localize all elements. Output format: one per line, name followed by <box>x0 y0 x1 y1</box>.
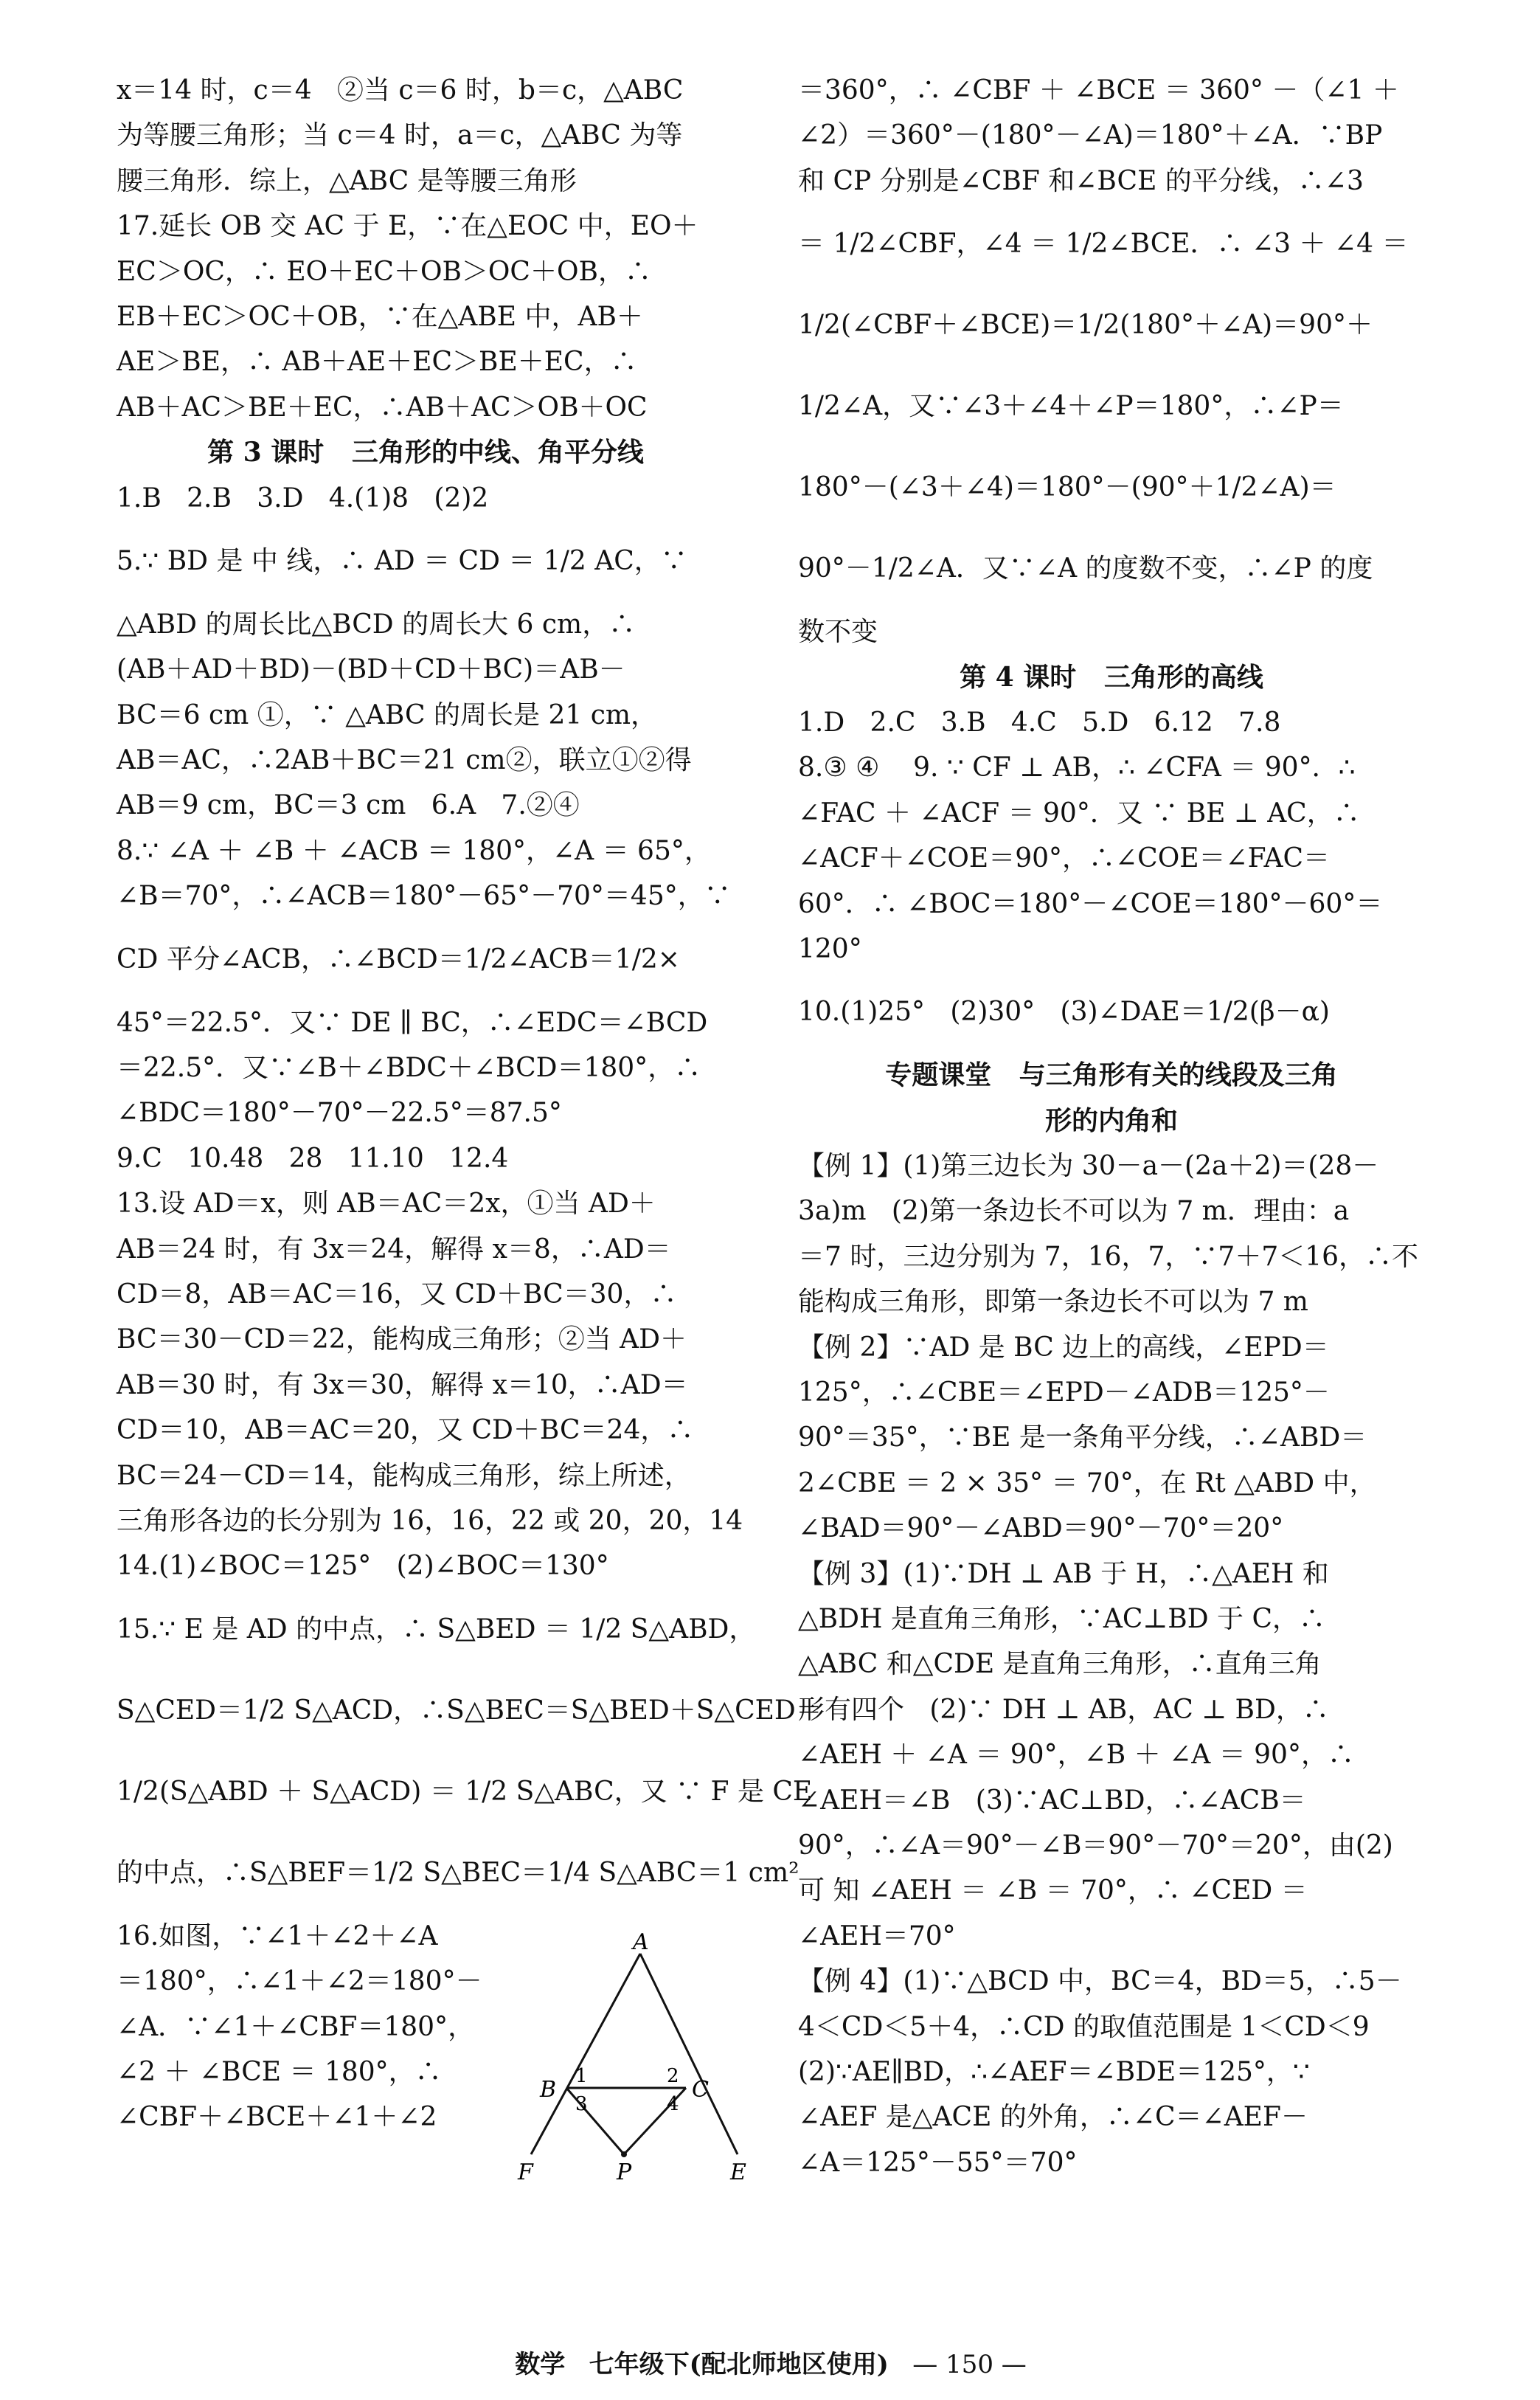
text-line: 60°．∴ ∠BOC＝180°－∠COE＝180°－60°＝ <box>798 888 1383 919</box>
text-line: 4＜CD＜5＋4，∴CD 的取值范围是 1＜CD＜9 <box>798 2011 1370 2042</box>
label-c: C <box>692 2077 709 2103</box>
text-line: 为等腰三角形；当 c＝4 时，a＝c，△ABC 为等 <box>117 120 683 151</box>
text-line: 90°，∴∠A＝90°－∠B＝90°－70°＝20°，由(2) <box>798 1830 1393 1861</box>
text-line: ∠BDC＝180°－70°－22.5°＝87.5° <box>117 1098 562 1129</box>
label-p: P <box>617 2159 632 2184</box>
text-line: 能构成三角形，即第一条边长不可以为 7 m <box>798 1287 1308 1318</box>
text-line: 1/2∠A，又∵∠3＋∠4＋∠P＝180°，∴∠P＝ <box>798 391 1344 422</box>
footer-subject: 数学 <box>515 2350 566 2379</box>
text-line: 13.设 AD＝x，则 AB＝AC＝2x，①当 AD＋ <box>117 1189 656 1220</box>
text-line: AB＝9 cm，BC＝3 cm 6.A 7.②④ <box>117 790 580 821</box>
text-line: 8.∵ ∠A ＋ ∠B ＋ ∠ACB ＝ 180°，∠A ＝ 65°， <box>117 835 711 866</box>
text-line: BC＝24－CD＝14，能构成三角形，综上所述， <box>117 1460 691 1491</box>
text-line: EC＞OC，∴ EO＋EC＋OB＞OC＋OB，∴ <box>117 256 651 287</box>
label-f: F <box>518 2159 533 2184</box>
text-line: △BDH 是直角三角形，∵AC⊥BD 于 C，∴ <box>798 1603 1325 1634</box>
right-column <box>798 68 1425 2185</box>
text-line: 【例 4】(1)∵△BCD 中，BC＝4，BD＝5，∴5－ <box>798 1966 1402 1997</box>
text-line: 5.∵ BD 是 中 线，∴ AD ＝ CD ＝ 1/2 AC，∵ <box>117 545 687 576</box>
text-line: AB＝30 时，有 3x＝30，解得 x＝10，∴AD＝ <box>117 1369 688 1400</box>
text-line: 17.延长 OB 交 AC 于 E，∵在△EOC 中，EO＋ <box>117 211 698 242</box>
text-line: ∠AEF 是△ACE 的外角，∴∠C＝∠AEF－ <box>798 2102 1308 2133</box>
text-line: △ABC 和△CDE 是直角三角形，∴直角三角 <box>798 1649 1322 1680</box>
text-line: 和 CP 分别是∠CBF 和∠BCE 的平分线，∴∠3 <box>798 165 1364 196</box>
angle-label-3: 3 <box>575 2093 588 2115</box>
page-number: — 150 — <box>912 2350 1027 2379</box>
text-line: 的中点，∴S△BEF＝1/2 S△BEC＝1/4 S△ABC＝1 cm² <box>117 1857 800 1888</box>
text-line: x＝14 时，c＝4 ②当 c＝6 时，b＝c，△ABC <box>117 75 684 106</box>
text-line: ＝7 时，三边分别为 7，16，7，∵7＋7＜16，∴不 <box>798 1241 1419 1272</box>
text-line: ∠A＝125°－55°＝70° <box>798 2147 1078 2178</box>
text-line: ＝ 1/2∠CBF，∠4 ＝ 1/2∠BCE．∴ ∠3 ＋ ∠4 ＝ <box>798 229 1409 260</box>
text-line: ∠BAD＝90°－∠ABD＝90°－70°＝20° <box>798 1513 1284 1544</box>
triangle-figure <box>516 1933 752 2184</box>
text-line: 数不变 <box>798 617 878 648</box>
text-line: 8.③ ④ 9. ∵ CF ⊥ AB，∴ ∠CFA ＝ 90°．∴ <box>798 753 1356 784</box>
label-e: E <box>730 2159 746 2184</box>
text-line: 腰三角形．综上，△ABC 是等腰三角形 <box>117 165 577 196</box>
text-line: 1/2(S△ABD ＋ S△ACD) ＝ 1/2 S△ABC，又 ∵ F 是 CE <box>117 1776 813 1807</box>
text-line: 90°－1/2∠A．又∵∠A 的度数不变，∴∠P 的度 <box>798 553 1373 584</box>
text-line: 3a)m (2)第一条边长不可以为 7 m．理由：a <box>798 1196 1350 1227</box>
text-line: 专题课堂 与三角形有关的线段及三角 <box>885 1059 1338 1091</box>
text-line: AE＞BE，∴ AB＋AE＋EC＞BE＋EC，∴ <box>117 347 637 378</box>
text-line: AB＝AC，∴2AB＋BC＝21 cm②，联立①②得 <box>117 745 692 776</box>
text-line: 第 3 课时 三角形的中线、角平分线 <box>207 437 644 468</box>
page-footer <box>117 2350 1425 2379</box>
text-line: ＝22.5°．又∵∠B＋∠BDC＋∠BCD＝180°，∴ <box>117 1053 701 1084</box>
text-line: CD＝8，AB＝AC＝16，又 CD＋BC＝30，∴ <box>117 1279 677 1310</box>
angle-label-4: 4 <box>667 2093 679 2115</box>
text-line: △ABD 的周长比△BCD 的周长大 6 cm，∴ <box>117 609 636 640</box>
text-line: 2∠CBE ＝ 2 × 35° ＝ 70°，在 Rt △ABD 中， <box>798 1467 1376 1498</box>
text-line: 1.B 2.B 3.D 4.(1)8 (2)2 <box>117 483 489 513</box>
line-af <box>531 1954 640 2154</box>
text-line: 16.如图，∵∠1＋∠2＋∠A <box>117 1920 438 1951</box>
text-line: 125°，∴∠CBE＝∠EPD－∠ADB＝125°－ <box>798 1377 1330 1408</box>
label-b: B <box>540 2077 557 2103</box>
text-line: 【例 1】(1)第三边长为 30－a－(2a＋2)＝(28－ <box>798 1151 1379 1182</box>
angle-label-1: 1 <box>575 2065 588 2087</box>
text-line: ∠FAC ＋ ∠ACF ＝ 90°．又 ∵ BE ⊥ AC，∴ <box>798 798 1360 829</box>
text-line: AB＝24 时，有 3x＝24，解得 x＝8，∴AD＝ <box>117 1234 671 1265</box>
text-line: 10.(1)25° (2)30° (3)∠DAE＝1/2(β－α) <box>798 997 1330 1028</box>
label-a: A <box>633 1933 649 1955</box>
point-p <box>621 2151 627 2157</box>
text-line: 45°＝22.5°．又∵ DE ∥ BC，∴∠EDC＝∠BCD <box>117 1007 708 1038</box>
footer-grade: 七年级下(配北师地区使用) <box>589 2350 889 2379</box>
text-line: ∠AEH ＋ ∠A ＝ 90°，∠B ＋ ∠A ＝ 90°，∴ <box>798 1740 1354 1771</box>
text-line: BC＝30－CD＝22，能构成三角形；②当 AD＋ <box>117 1324 687 1355</box>
text-line: 180°－(∠3＋∠4)＝180°－(90°＋1/2∠A)＝ <box>798 472 1336 503</box>
text-line: ∠B＝70°，∴∠ACB＝180°－65°－70°＝45°，∵ <box>117 881 731 912</box>
text-line: (AB＋AD＋BD)－(BD＋CD＋BC)＝AB－ <box>117 654 625 685</box>
text-line: 【例 3】(1)∵DH ⊥ AB 于 H，∴△AEH 和 <box>798 1558 1329 1589</box>
text-line: 1/2(∠CBF＋∠BCE)＝1/2(180°＋∠A)＝90°＋ <box>798 310 1373 341</box>
text-line: ∠2 ＋ ∠BCE ＝ 180°，∴ <box>117 2056 442 2087</box>
text-line: 形的内角和 <box>1044 1104 1178 1136</box>
left-column <box>117 68 822 2140</box>
text-line: (2)∵AE∥BD，∴∠AEF＝∠BDE＝125°，∵ <box>798 2056 1310 2087</box>
text-line: CD 平分∠ACB，∴∠BCD＝1/2∠ACB＝1/2× <box>117 944 680 975</box>
text-line: ∠AEH＝∠B (3)∵AC⊥BD，∴∠ACB＝ <box>798 1785 1306 1816</box>
text-line: 14.(1)∠BOC＝125° (2)∠BOC＝130° <box>117 1551 609 1582</box>
text-line: 120° <box>798 933 862 964</box>
text-line: ＝360°，∴ ∠CBF ＋ ∠BCE ＝ 360° －（∠1 ＋ <box>798 75 1399 106</box>
text-line: 可 知 ∠AEH ＝ ∠B ＝ 70°，∴ ∠CED ＝ <box>798 1875 1308 1906</box>
text-line: 90°＝35°，∵BE 是一条角平分线，∴∠ABD＝ <box>798 1422 1367 1453</box>
text-line: BC＝6 cm ①，∵ △ABC 的周长是 21 cm， <box>117 699 657 730</box>
text-line: 【例 2】∵AD 是 BC 边上的高线，∠EPD＝ <box>798 1332 1329 1363</box>
text-line: 三角形各边的长分别为 16，16，22 或 20，20，14 <box>117 1505 743 1536</box>
text-line: 第 4 课时 三角形的高线 <box>960 661 1263 693</box>
text-line: CD＝10，AB＝AC＝20，又 CD＋BC＝24，∴ <box>117 1415 694 1446</box>
text-line: ∠ACF＋∠COE＝90°，∴∠COE＝∠FAC＝ <box>798 843 1331 874</box>
text-line: ∠2）＝360°－(180°－∠A)＝180°＋∠A．∵BP <box>798 120 1383 151</box>
text-line: ∠A．∵∠1＋∠CBF＝180°， <box>117 2011 475 2042</box>
text-line: ∠AEH＝70° <box>798 1920 956 1951</box>
angle-label-2: 2 <box>667 2065 679 2087</box>
text-line: 15.∵ E 是 AD 的中点，∴ S△BED ＝ 1/2 S△ABD， <box>117 1614 756 1645</box>
text-line: 1.D 2.C 3.B 4.C 5.D 6.12 7.8 <box>798 707 1281 738</box>
text-line: AB＋AC＞BE＋EC，∴AB＋AC＞OB＋OC <box>117 392 648 423</box>
text-line: S△CED＝1/2 S△ACD，∴S△BEC＝S△BED＋S△CED＝ <box>117 1695 822 1726</box>
text-line: 形有四个 (2)∵ DH ⊥ AB，AC ⊥ BD，∴ <box>798 1694 1329 1725</box>
text-line: ＝180°，∴∠1＋∠2＝180°－ <box>117 1966 482 1997</box>
text-line: ∠CBF＋∠BCE＋∠1＋∠2 <box>117 2102 437 2133</box>
text-line: EB＋EC＞OC＋OB，∵在△ABE 中，AB＋ <box>117 301 643 332</box>
line-ae <box>640 1954 738 2154</box>
text-line: 9.C 10.48 28 11.10 12.4 <box>117 1143 509 1174</box>
